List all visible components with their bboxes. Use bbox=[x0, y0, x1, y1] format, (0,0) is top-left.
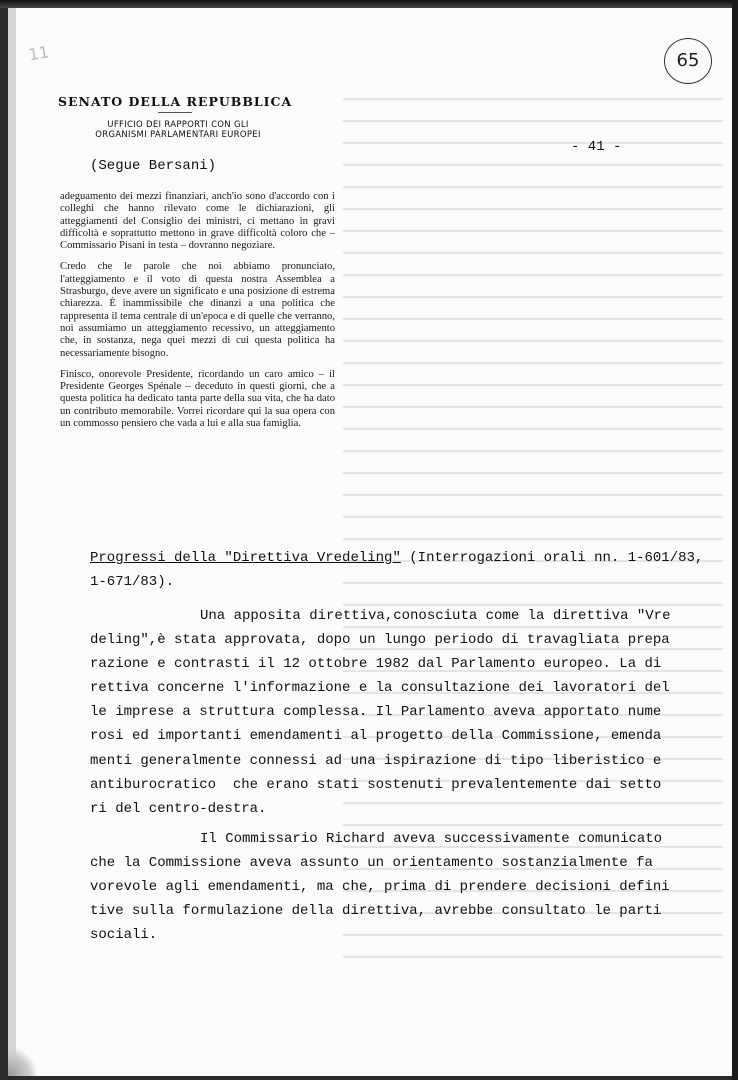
clipping-paragraph: Credo che le parole che noi abbiamo pronunciato, l'atteggiamento e il voto di questa nostra Assemblea a Strasburgo, deve avere un significato e una posizione di estrema chiarezza. È inammissibile che dinanzi a una politica che rappresenta il tema centrale di un'epoca e di quelle che verranno, noi assumiamo un atteggiamento recessivo, un atteggiamento che, in sostanza, nega quei mezzi di cui questa politica ha necessariamente bisogno. bbox=[60, 261, 335, 359]
page-corner bbox=[8, 1046, 38, 1076]
continuation-note: (Segue Bersani) bbox=[90, 158, 217, 174]
scan-right-edge bbox=[732, 0, 738, 1080]
scan-left-edge bbox=[8, 8, 16, 1076]
body-line: rettiva concerne l'informazione e la consultazione dei lavoratori del bbox=[90, 680, 670, 697]
margin-pencil-mark: 11 bbox=[27, 42, 51, 65]
body-line: vorevole agli emendamenti, ma che, prima di prendere decisioni defini bbox=[90, 879, 670, 896]
letterhead-office-line2: ORGANISMI PARLAMENTARI EUROPEI bbox=[95, 130, 261, 140]
section-title: Progressi della "Direttiva Vredeling" bbox=[90, 550, 401, 566]
letterhead-office bbox=[63, 120, 293, 140]
body-line: che la Commissione aveva assunto un orientamento sostanzialmente fa bbox=[90, 854, 653, 871]
document-page bbox=[8, 8, 732, 1076]
body-line: ri del centro-destra. bbox=[90, 800, 267, 817]
body-line: sociali. bbox=[90, 927, 158, 944]
section-title-reference: (Interrogazioni orali nn. 1-601/83, bbox=[400, 550, 704, 566]
body-line: antiburocratico che erano stati sostenuti prevalentemente dai setto bbox=[90, 776, 662, 793]
body-line: rosi ed importanti emendamenti al progetto della Commissione, emenda bbox=[90, 728, 662, 745]
body-text bbox=[90, 604, 690, 947]
page-number: - 41 - bbox=[571, 139, 622, 155]
body-line: razione e contrasti il 12 ottobre 1982 dal Parlamento europeo. La di bbox=[90, 656, 662, 673]
letterhead-title: SENATO DELLA REPUBBLICA bbox=[58, 94, 293, 109]
clipping-paragraph: adeguamento dei mezzi finanziari, anch'io sono d'accordo con i colleghi che hanno rilevato come le dichiarazioni, gli atteggiamenti del Consiglio dei ministri, ci mettano in gravi difficoltà e soprattutto mettono in grave difficoltà coloro che – Commissario Pisani in testa – dovranno negoziare. bbox=[60, 191, 335, 252]
pasted-clipping bbox=[60, 191, 335, 439]
letterhead-office-line1: UFFICIO DEI RAPPORTI CON GLI bbox=[107, 120, 249, 130]
stamp-number: 65 bbox=[676, 50, 700, 71]
body-line: le imprese a struttura complessa. Il Parlamento aveva apportato nume bbox=[90, 704, 662, 721]
body-line: tive sulla formulazione della direttiva, avrebbe consultato le parti bbox=[90, 903, 662, 920]
letterhead-rule bbox=[158, 112, 192, 113]
section-title-reference-cont: 1-671/83). bbox=[90, 574, 175, 590]
body-line: deling",è stata approvata, dopo un lungo periodo di travagliata prepa bbox=[90, 632, 670, 649]
section-heading bbox=[90, 546, 730, 594]
page-stamp-circle bbox=[664, 38, 712, 84]
scan-top-edge bbox=[0, 0, 738, 8]
body-line: Il Commissario Richard aveva successivamente comunicato bbox=[200, 830, 663, 847]
clipping-paragraph: Finisco, onorevole Presidente, ricordando un caro amico – il Presidente Georges Spénale – deceduto in questi giorni, che a questa politica ha dedicato tanta parte della sua vita, che ha dato un contributo memorabile. Vorrei ricordare qui la sua opera con un commosso pensiero che vada a lui e alla sua famiglia. bbox=[60, 368, 335, 430]
body-line: Una apposita direttiva,conosciuta come la direttiva "Vre bbox=[200, 608, 671, 624]
body-line: menti generalmente connessi ad una ispirazione di tipo liberistico e bbox=[90, 752, 662, 769]
